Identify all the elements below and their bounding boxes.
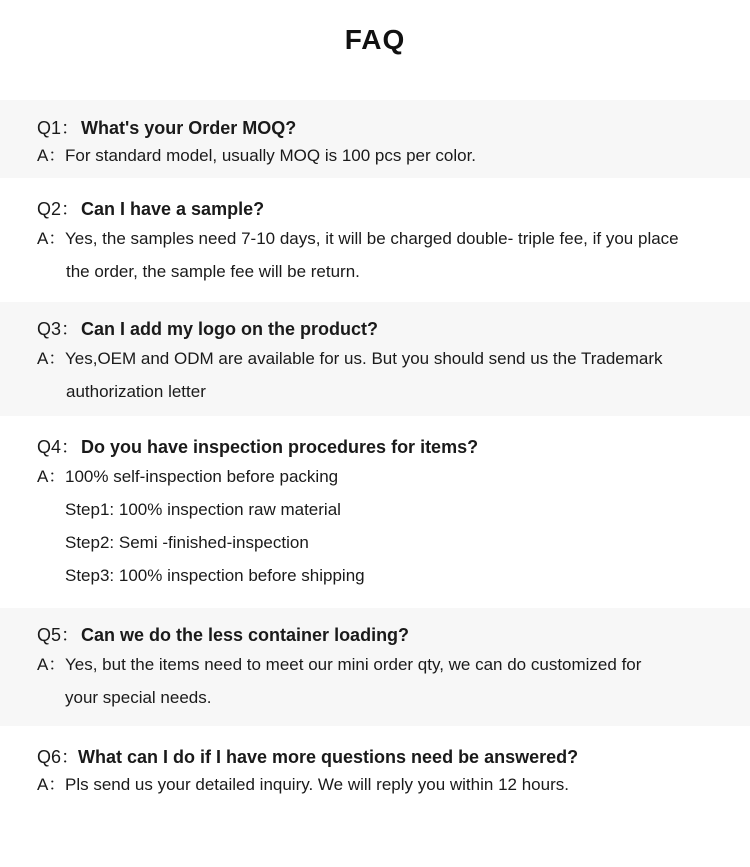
faq-answer: [37, 141, 750, 171]
answer-prefix: A：: [37, 467, 66, 486]
answer-line: Step3: 100% inspection before shipping: [65, 566, 365, 585]
answer-line: the order, the sample fee will be return.: [66, 262, 360, 281]
question-number: Q4：: [37, 437, 80, 457]
answer-line: authorization letter: [66, 382, 206, 401]
faq-answer: [37, 342, 750, 408]
answer-line: Step2: Semi -finished-inspection: [65, 533, 309, 552]
answer-prefix: A：: [37, 146, 66, 165]
faq-item: [0, 608, 750, 726]
answer-line: Yes,OEM and ODM are available for us. But you should send us the Trademark: [65, 349, 663, 368]
answer-line: For standard model, usually MOQ is 100 pcs per color.: [65, 146, 477, 165]
faq-question: [37, 196, 750, 222]
faq-item: [0, 302, 750, 416]
faq-question: [37, 115, 750, 141]
question-number: Q6：: [37, 747, 80, 767]
faq-answer: [37, 648, 750, 714]
answer-line: Pls send us your detailed inquiry. We will reply you within 12 hours.: [65, 775, 569, 794]
faq-question: [37, 622, 750, 648]
answer-prefix: A：: [37, 655, 66, 674]
question-number: Q2：: [37, 199, 80, 219]
question-text: Do you have inspection procedures for items?: [81, 437, 479, 457]
question-text: What's your Order MOQ?: [81, 118, 297, 138]
faq-item: [0, 182, 750, 300]
question-text: What can I do if I have more questions need be answered?: [78, 747, 579, 767]
faq-item: [0, 420, 750, 604]
question-text: Can we do the less container loading?: [81, 625, 410, 645]
faq-item: [0, 100, 750, 178]
answer-line: your special needs.: [65, 688, 212, 707]
faq-question: [37, 434, 750, 460]
faq-answer: [37, 770, 750, 800]
question-number: Q3：: [37, 319, 80, 339]
faq-answer: [37, 222, 750, 288]
question-text: Can I add my logo on the product?: [81, 319, 378, 339]
answer-line: Step1: 100% inspection raw material: [65, 500, 341, 519]
answer-line: Yes, but the items need to meet our mini order qty, we can do customized for: [65, 655, 642, 674]
faq-answer: [37, 460, 750, 592]
question-number: Q5：: [37, 625, 80, 645]
answer-line: Yes, the samples need 7-10 days, it will be charged double- triple fee, if you place: [65, 229, 679, 248]
faq-item: [0, 730, 750, 820]
question-text: Can I have a sample?: [81, 199, 265, 219]
answer-prefix: A：: [37, 229, 66, 248]
faq-question: [37, 316, 750, 342]
answer-prefix: A：: [37, 775, 66, 794]
faq-question: [37, 744, 750, 770]
page-title: FAQ: [344, 24, 406, 55]
answer-prefix: A：: [37, 349, 66, 368]
question-number: Q1：: [37, 118, 80, 138]
answer-line: 100% self-inspection before packing: [65, 467, 339, 486]
